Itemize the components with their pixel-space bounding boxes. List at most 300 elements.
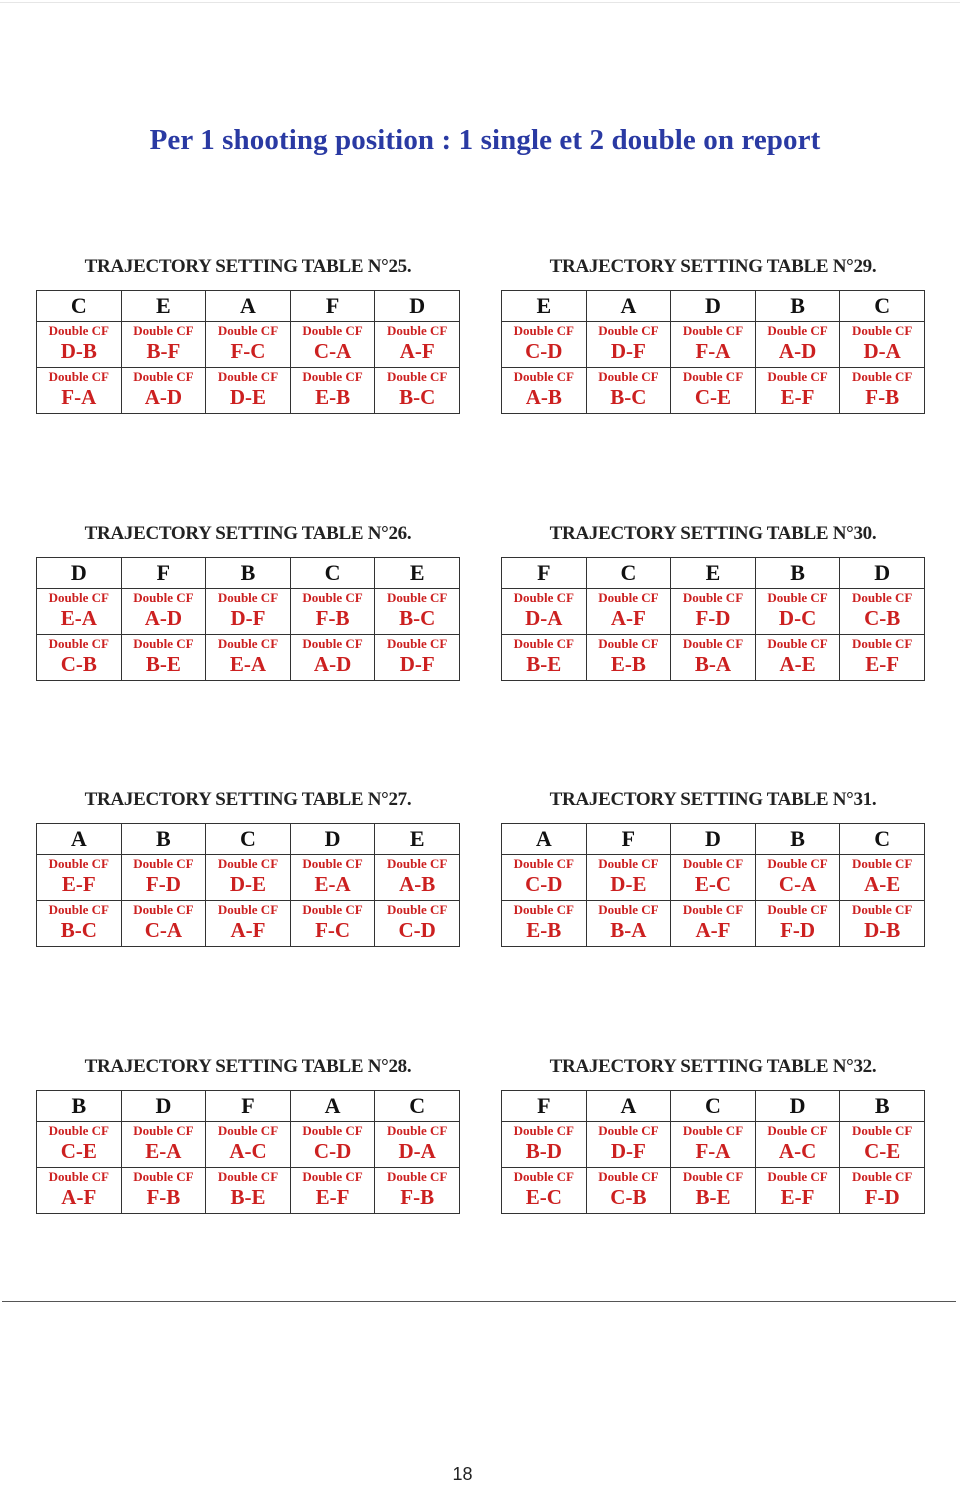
single-cell: B (755, 291, 840, 322)
double-pair: C-D (525, 339, 563, 363)
double-cell (755, 368, 840, 414)
double-pair: D-B (60, 339, 97, 363)
double-pair: E-F (61, 872, 96, 896)
single-cell: D (755, 1091, 840, 1122)
single-cell: C (37, 291, 122, 322)
double-pair: A-B (399, 872, 436, 896)
double-cell (206, 589, 291, 635)
double-pair: A-C (229, 1139, 267, 1163)
footer-divider (2, 1301, 956, 1302)
double-cf-label: Double CF (598, 590, 659, 605)
double-pair: B-E (526, 652, 562, 676)
double-cf-label: Double CF (682, 902, 744, 917)
single-cell: C (375, 1091, 460, 1122)
double-cf-label: Double CF (598, 1169, 659, 1184)
single-cell: A (290, 1091, 375, 1122)
single-cell: B (755, 558, 840, 589)
double-cell (755, 1122, 840, 1168)
table-caption: TRAJECTORY SETTING TABLE N°32. (549, 1056, 877, 1077)
double-pair: C-D (525, 872, 563, 896)
double-cell (671, 368, 756, 414)
double-pair: D-A (863, 339, 901, 363)
double-pair: B-A (610, 918, 647, 942)
double-pair: F-B (146, 1185, 181, 1209)
double-cf-label: Double CF (133, 1123, 194, 1138)
double-pair: D-E (229, 385, 267, 409)
double-cf-label: Double CF (598, 636, 659, 651)
double-cf-label: Double CF (302, 323, 363, 338)
double-cell (375, 1122, 460, 1168)
doubles-row (37, 1122, 460, 1168)
double-pair: F-A (695, 339, 731, 363)
double-cf-label: Double CF (133, 590, 194, 605)
double-cf-label: Double CF (387, 1169, 448, 1184)
table-caption: TRAJECTORY SETTING TABLE N°27. (84, 789, 412, 810)
single-cell: C (206, 824, 291, 855)
single-cell: D (671, 291, 756, 322)
single-cell: D (290, 824, 375, 855)
single-cell: C (840, 824, 925, 855)
doubles-row (502, 901, 925, 947)
double-cf-label: Double CF (387, 856, 448, 871)
single-cell: D (121, 1091, 206, 1122)
single-cell: A (586, 1091, 671, 1122)
double-cf-label: Double CF (387, 902, 448, 917)
single-cell: D (37, 558, 122, 589)
single-cell: F (586, 824, 671, 855)
double-cell (37, 322, 122, 368)
double-cf-label: Double CF (133, 323, 194, 338)
double-cell (502, 901, 587, 947)
trajectory-table (501, 290, 925, 414)
single-cell: C (290, 558, 375, 589)
double-cf-label: Double CF (598, 902, 659, 917)
double-pair: D-A (398, 1139, 436, 1163)
double-cell (586, 901, 671, 947)
double-pair: D-B (864, 918, 901, 942)
single-cell: F (206, 1091, 291, 1122)
double-cf-label: Double CF (387, 369, 448, 384)
double-cell (290, 1122, 375, 1168)
double-pair: A-D (144, 606, 183, 630)
double-pair: F-D (780, 918, 816, 942)
double-cell (375, 855, 460, 901)
single-cell: A (502, 824, 587, 855)
double-pair: B-E (695, 1185, 731, 1209)
double-cell (290, 1168, 375, 1214)
double-cf-label: Double CF (48, 902, 109, 917)
double-pair: E-A (314, 872, 351, 896)
single-cell: D (840, 558, 925, 589)
double-cell (840, 855, 925, 901)
double-pair: E-F (315, 1185, 350, 1209)
double-cell (671, 855, 756, 901)
double-pair: F-B (315, 606, 350, 630)
double-cf-label: Double CF (767, 1169, 828, 1184)
double-cell (671, 901, 756, 947)
double-pair: D-A (525, 606, 563, 630)
double-pair: B-E (145, 652, 181, 676)
double-pair: F-B (865, 385, 900, 409)
double-pair: C-D (313, 1139, 352, 1163)
double-cell (290, 855, 375, 901)
trajectory-table (501, 557, 925, 681)
double-cf-label: Double CF (767, 323, 828, 338)
double-pair: E-C (694, 872, 732, 896)
double-pair: B-F (146, 339, 181, 363)
table-caption: TRAJECTORY SETTING TABLE N°28. (84, 1056, 412, 1077)
double-pair: F-D (864, 1185, 900, 1209)
single-cell: E (121, 291, 206, 322)
double-cf-label: Double CF (852, 369, 913, 384)
double-cell (502, 635, 587, 681)
double-cell (121, 855, 206, 901)
double-pair: A-B (525, 385, 562, 409)
doubles-row (502, 1168, 925, 1214)
trajectory-table (36, 823, 460, 947)
double-pair: A-E (779, 652, 816, 676)
double-cell (586, 322, 671, 368)
double-pair: A-D (778, 339, 817, 363)
double-cf-label: Double CF (852, 636, 913, 651)
double-cell (206, 855, 291, 901)
double-cf-label: Double CF (682, 1169, 744, 1184)
double-pair: E-F (780, 1185, 815, 1209)
double-cf-label: Double CF (302, 369, 363, 384)
doubles-row (502, 589, 925, 635)
double-cell (502, 855, 587, 901)
top-border-line (0, 2, 960, 3)
single-cell: F (290, 291, 375, 322)
single-cell: D (375, 291, 460, 322)
double-cell (121, 589, 206, 635)
singles-row (502, 291, 925, 322)
double-cell (375, 901, 460, 947)
double-cell (586, 1122, 671, 1168)
single-cell: A (586, 291, 671, 322)
double-pair: D-F (399, 652, 435, 676)
double-pair: F-C (315, 918, 351, 942)
single-cell: E (375, 824, 460, 855)
double-cf-label: Double CF (767, 902, 828, 917)
double-cell (375, 368, 460, 414)
double-cf-label: Double CF (302, 590, 363, 605)
double-cf-label: Double CF (767, 590, 828, 605)
double-cf-label: Double CF (513, 323, 574, 338)
double-cell (755, 901, 840, 947)
double-cell (586, 368, 671, 414)
double-pair: A-F (695, 918, 731, 942)
page-title: Per 1 shooting position : 1 single et 2 double on report (149, 124, 821, 156)
doubles-row (37, 368, 460, 414)
double-cf-label: Double CF (598, 323, 659, 338)
double-cell (375, 635, 460, 681)
double-pair: B-C (610, 385, 647, 409)
double-cell (671, 635, 756, 681)
double-pair: E-F (780, 385, 815, 409)
double-cf-label: Double CF (513, 369, 574, 384)
double-cell (37, 589, 122, 635)
double-pair: A-F (61, 1185, 97, 1209)
double-cell (290, 635, 375, 681)
single-cell: C (671, 1091, 756, 1122)
double-pair: F-B (400, 1185, 435, 1209)
double-cf-label: Double CF (682, 636, 744, 651)
double-cell (755, 855, 840, 901)
double-cell (502, 368, 587, 414)
table-caption: TRAJECTORY SETTING TABLE N°30. (549, 523, 877, 544)
double-pair: F-A (695, 1139, 731, 1163)
double-cell (840, 901, 925, 947)
double-cf-label: Double CF (302, 1169, 363, 1184)
double-cf-label: Double CF (682, 590, 744, 605)
double-cf-label: Double CF (48, 1169, 109, 1184)
double-cell (586, 855, 671, 901)
trajectory-table (36, 557, 460, 681)
double-cell (502, 1122, 587, 1168)
double-pair: C-E (694, 385, 732, 409)
double-cell (206, 635, 291, 681)
double-cell (840, 635, 925, 681)
double-pair: E-B (610, 652, 646, 676)
double-cell (840, 1122, 925, 1168)
double-cell (755, 635, 840, 681)
double-cf-label: Double CF (217, 902, 279, 917)
double-cell (121, 1122, 206, 1168)
double-pair: E-F (865, 652, 900, 676)
single-cell: E (375, 558, 460, 589)
double-cf-label: Double CF (852, 902, 913, 917)
double-cf-label: Double CF (48, 856, 109, 871)
double-pair: D-E (610, 872, 647, 896)
double-pair: C-D (398, 918, 436, 942)
double-cf-label: Double CF (852, 1123, 913, 1138)
doubles-row (37, 901, 460, 947)
doubles-row (502, 855, 925, 901)
double-cf-label: Double CF (387, 590, 448, 605)
double-cf-label: Double CF (302, 856, 363, 871)
double-cf-label: Double CF (598, 1123, 659, 1138)
double-cf-label: Double CF (133, 636, 194, 651)
double-cf-label: Double CF (217, 856, 279, 871)
double-cf-label: Double CF (48, 323, 109, 338)
double-pair: D-F (230, 606, 266, 630)
doubles-row (502, 322, 925, 368)
single-cell: B (755, 824, 840, 855)
trajectory-table (36, 290, 460, 414)
double-cf-label: Double CF (682, 1123, 744, 1138)
single-cell: E (502, 291, 587, 322)
single-cell: B (121, 824, 206, 855)
single-cell: C (586, 558, 671, 589)
double-cf-label: Double CF (302, 902, 363, 917)
double-cell (121, 322, 206, 368)
double-cell (502, 1168, 587, 1214)
double-cell (671, 589, 756, 635)
double-pair: F-A (61, 385, 97, 409)
double-pair: A-F (610, 606, 646, 630)
double-cf-label: Double CF (513, 590, 574, 605)
double-cell (755, 1168, 840, 1214)
double-pair: B-D (525, 1139, 562, 1163)
double-cell (121, 1168, 206, 1214)
double-cell (671, 1122, 756, 1168)
double-cell (37, 368, 122, 414)
double-cell (586, 1168, 671, 1214)
double-pair: C-E (864, 1139, 901, 1163)
table-caption: TRAJECTORY SETTING TABLE N°29. (549, 256, 877, 277)
double-cell (206, 901, 291, 947)
double-cf-label: Double CF (598, 856, 659, 871)
double-cell (290, 322, 375, 368)
double-cf-label: Double CF (767, 636, 828, 651)
double-cf-label: Double CF (513, 636, 574, 651)
double-pair: E-C (525, 1185, 562, 1209)
double-pair: C-A (144, 918, 183, 942)
double-pair: A-F (399, 339, 435, 363)
double-cf-label: Double CF (513, 1123, 574, 1138)
double-cf-label: Double CF (852, 323, 913, 338)
single-cell: B (840, 1091, 925, 1122)
singles-row (502, 1091, 925, 1122)
trajectory-table (36, 1090, 460, 1214)
single-cell: C (840, 291, 925, 322)
double-pair: C-E (60, 1139, 97, 1163)
single-cell: F (502, 1091, 587, 1122)
double-cf-label: Double CF (513, 902, 574, 917)
double-pair: B-C (60, 918, 97, 942)
double-cell (671, 322, 756, 368)
double-cf-label: Double CF (133, 902, 194, 917)
doubles-row (37, 322, 460, 368)
double-cf-label: Double CF (852, 590, 913, 605)
double-pair: C-B (864, 606, 901, 630)
double-cf-label: Double CF (217, 1123, 279, 1138)
double-cf-label: Double CF (682, 856, 744, 871)
single-cell: E (671, 558, 756, 589)
double-cell (206, 1168, 291, 1214)
double-cf-label: Double CF (682, 369, 744, 384)
double-cf-label: Double CF (387, 323, 448, 338)
doubles-row (37, 589, 460, 635)
double-cf-label: Double CF (387, 1123, 448, 1138)
double-pair: B-E (230, 1185, 266, 1209)
double-pair: E-B (315, 385, 351, 409)
doubles-row (502, 635, 925, 681)
double-cell (37, 855, 122, 901)
double-cf-label: Double CF (682, 323, 744, 338)
double-cell (206, 1122, 291, 1168)
double-pair: E-A (60, 606, 97, 630)
double-cf-label: Double CF (48, 369, 109, 384)
double-cell (840, 1168, 925, 1214)
double-cell (290, 368, 375, 414)
double-cf-label: Double CF (217, 636, 279, 651)
double-cf-label: Double CF (217, 323, 279, 338)
doubles-row (37, 855, 460, 901)
double-pair: B-A (694, 652, 732, 676)
double-pair: D-C (778, 606, 817, 630)
singles-row (502, 558, 925, 589)
single-cell: A (206, 291, 291, 322)
double-cf-label: Double CF (133, 1169, 194, 1184)
double-pair: F-C (230, 339, 266, 363)
doubles-row (37, 635, 460, 681)
double-cell (375, 589, 460, 635)
double-cell (502, 322, 587, 368)
double-cell (671, 1168, 756, 1214)
double-pair: D-F (610, 339, 646, 363)
double-cell (37, 1168, 122, 1214)
single-cell: F (502, 558, 587, 589)
double-pair: C-A (778, 872, 817, 896)
double-cf-label: Double CF (48, 590, 109, 605)
double-pair: A-F (230, 918, 266, 942)
double-cf-label: Double CF (217, 1169, 279, 1184)
doubles-row (502, 368, 925, 414)
double-pair: B-C (399, 606, 436, 630)
singles-row (37, 824, 460, 855)
single-cell: A (37, 824, 122, 855)
double-pair: A-D (144, 385, 183, 409)
singles-row (37, 558, 460, 589)
table-caption: TRAJECTORY SETTING TABLE N°26. (84, 523, 412, 544)
singles-row (37, 1091, 460, 1122)
double-pair: E-B (526, 918, 562, 942)
double-pair: A-C (778, 1139, 817, 1163)
double-pair: B-C (399, 385, 436, 409)
double-cf-label: Double CF (852, 1169, 913, 1184)
single-cell: B (206, 558, 291, 589)
double-cf-label: Double CF (133, 369, 194, 384)
double-cf-label: Double CF (48, 636, 109, 651)
double-cell (375, 322, 460, 368)
double-cell (121, 368, 206, 414)
double-pair: C-B (60, 652, 97, 676)
singles-row (502, 824, 925, 855)
page-number: 18 (452, 1464, 473, 1484)
double-pair: D-F (610, 1139, 646, 1163)
double-cf-label: Double CF (767, 856, 828, 871)
double-cell (121, 901, 206, 947)
double-cell (840, 589, 925, 635)
double-cf-label: Double CF (767, 369, 828, 384)
single-cell: B (37, 1091, 122, 1122)
double-cell (375, 1168, 460, 1214)
double-cf-label: Double CF (852, 856, 913, 871)
double-cf-label: Double CF (387, 636, 448, 651)
double-cell (755, 589, 840, 635)
double-cell (755, 322, 840, 368)
singles-row (37, 291, 460, 322)
double-cell (121, 635, 206, 681)
table-caption: TRAJECTORY SETTING TABLE N°31. (549, 789, 877, 810)
double-cf-label: Double CF (302, 636, 363, 651)
double-pair: D-E (229, 872, 267, 896)
double-cf-label: Double CF (513, 856, 574, 871)
double-cell (290, 589, 375, 635)
double-cf-label: Double CF (513, 1169, 574, 1184)
double-pair: F-D (695, 606, 731, 630)
single-cell: D (671, 824, 756, 855)
double-pair: E-A (229, 652, 267, 676)
double-cf-label: Double CF (302, 1123, 363, 1138)
doubles-row (502, 1122, 925, 1168)
double-cell (502, 589, 587, 635)
double-cell (840, 368, 925, 414)
double-cell (290, 901, 375, 947)
double-cell (206, 322, 291, 368)
